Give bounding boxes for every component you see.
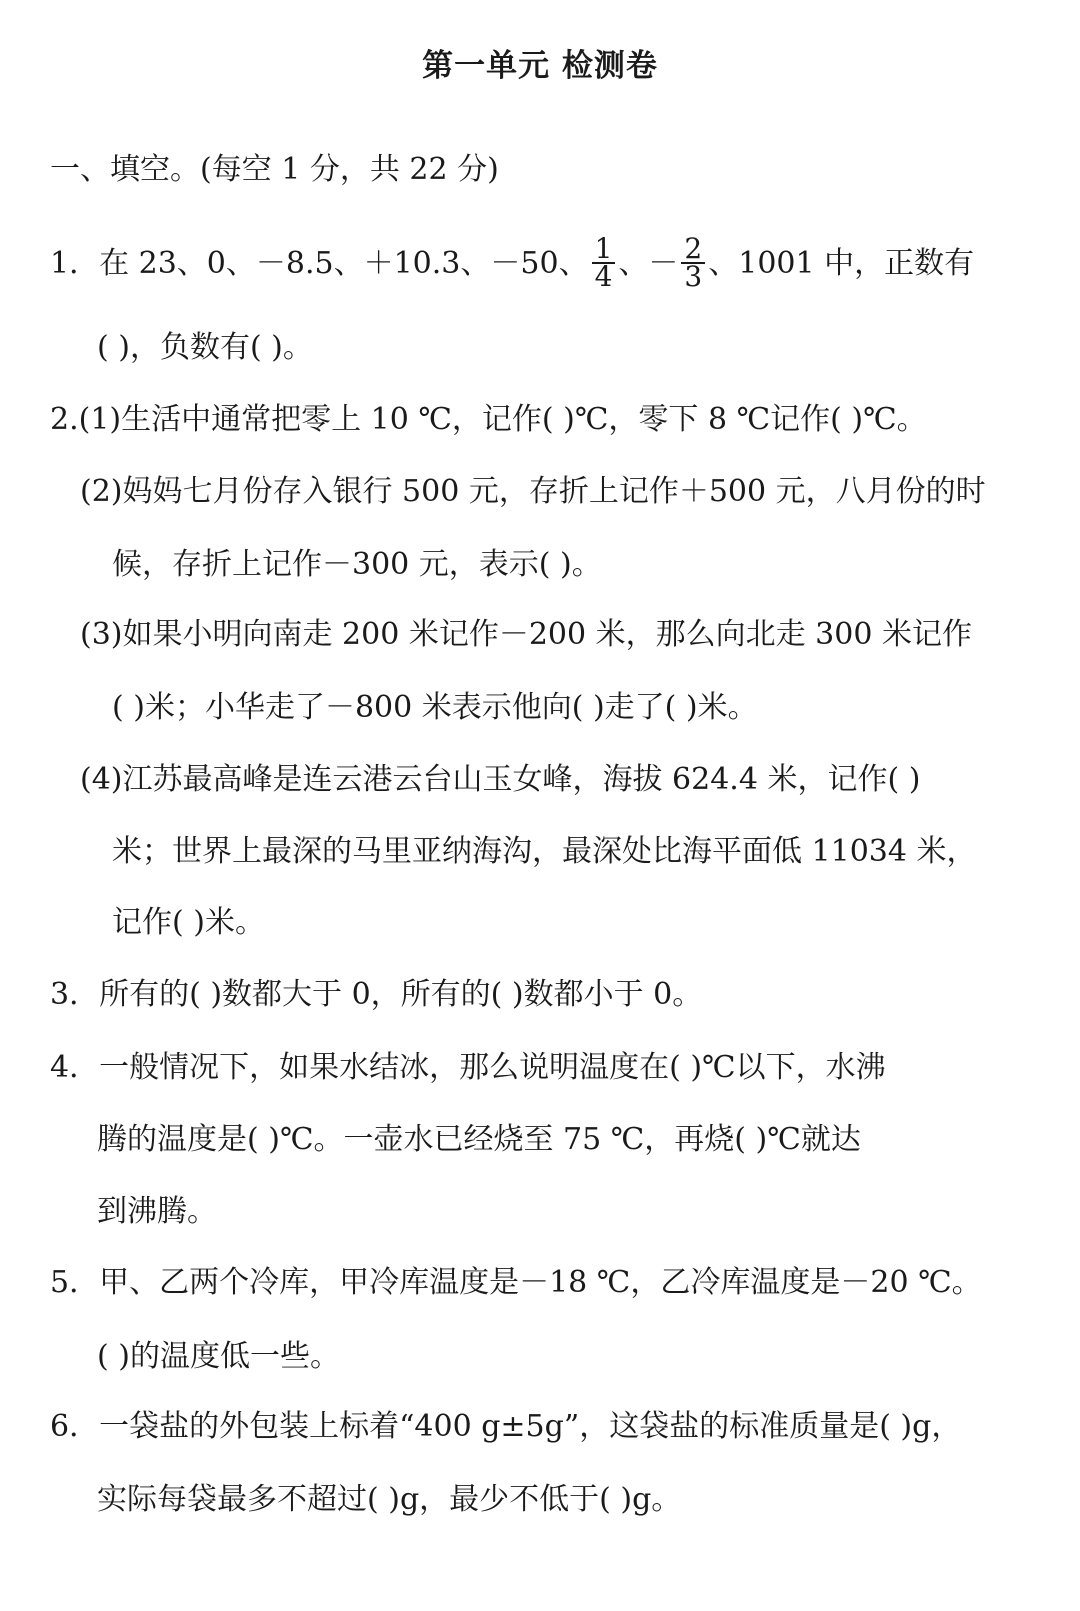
section-heading: 一、填空。(每空 1 分，共 22 分) (50, 152, 499, 187)
question-2-part-4-line-1: (4)江苏最高峰是连云港云台山玉女峰，海拔 624.4 米，记作( ) (80, 762, 921, 797)
question-3: 3．所有的( )数都大于 0，所有的( )数都小于 0。 (50, 977, 703, 1012)
question-2-part-3-line-1: (3)如果小明向南走 200 米记作－200 米，那么向北走 300 米记作 (80, 617, 972, 652)
question-2-part-4-line-2: 米；世界上最深的马里亚纳海沟，最深处比海平面低 11034 米， (112, 834, 977, 869)
fraction-two-thirds: $\frac{2}{3}$ (681, 236, 705, 290)
question-4-line-1: 4．一般情况下，如果水结冰，那么说明温度在( )℃以下，水沸 (50, 1050, 886, 1085)
question-2-part-2-line-2: 候，存折上记作－300 元，表示( )。 (112, 547, 602, 582)
question-6-line-1: 6．一袋盐的外包装上标着“400 g±5g”，这袋盐的标准质量是( )g， (50, 1409, 962, 1444)
question-1-line-1 (50, 232, 975, 293)
question-1-separator: 、－ (618, 246, 679, 281)
question-5-line-1: 5．甲、乙两个冷库，甲冷库温度是－18 ℃，乙冷库温度是－20 ℃。 (50, 1265, 982, 1300)
page-title: 第一单元 检测卷 (422, 48, 658, 84)
question-4-line-2: 腾的温度是( )℃。一壶水已经烧至 75 ℃，再烧( )℃就达 (97, 1122, 861, 1157)
question-5-line-2: ( )的温度低一些。 (97, 1339, 340, 1374)
fraction-one-quarter: $\frac{1}{4}$ (592, 236, 616, 290)
question-4-line-3: 到沸腾。 (97, 1194, 217, 1229)
question-2-part-1: 2.(1)生活中通常把零上 10 ℃，记作( )℃，零下 8 ℃记作( )℃。 (50, 402, 927, 437)
question-6-line-2: 实际每袋最多不超过( )g，最少不低于( )g。 (97, 1482, 682, 1517)
question-1-text-a: 1．在 23、0、－8.5、＋10.3、－50、 (50, 246, 589, 281)
question-2-part-4-line-3: 记作( )米。 (112, 905, 265, 940)
question-1-line-2: ( )，负数有( )。 (97, 330, 313, 365)
question-2-part-3-line-2: ( )米；小华走了－800 米表示他向( )走了( )米。 (112, 690, 758, 725)
question-1-text-b: 、1001 中，正数有 (708, 246, 975, 281)
question-2-part-2-line-1: (2)妈妈七月份存入银行 500 元，存折上记作＋500 元，八月份的时 (80, 474, 986, 509)
